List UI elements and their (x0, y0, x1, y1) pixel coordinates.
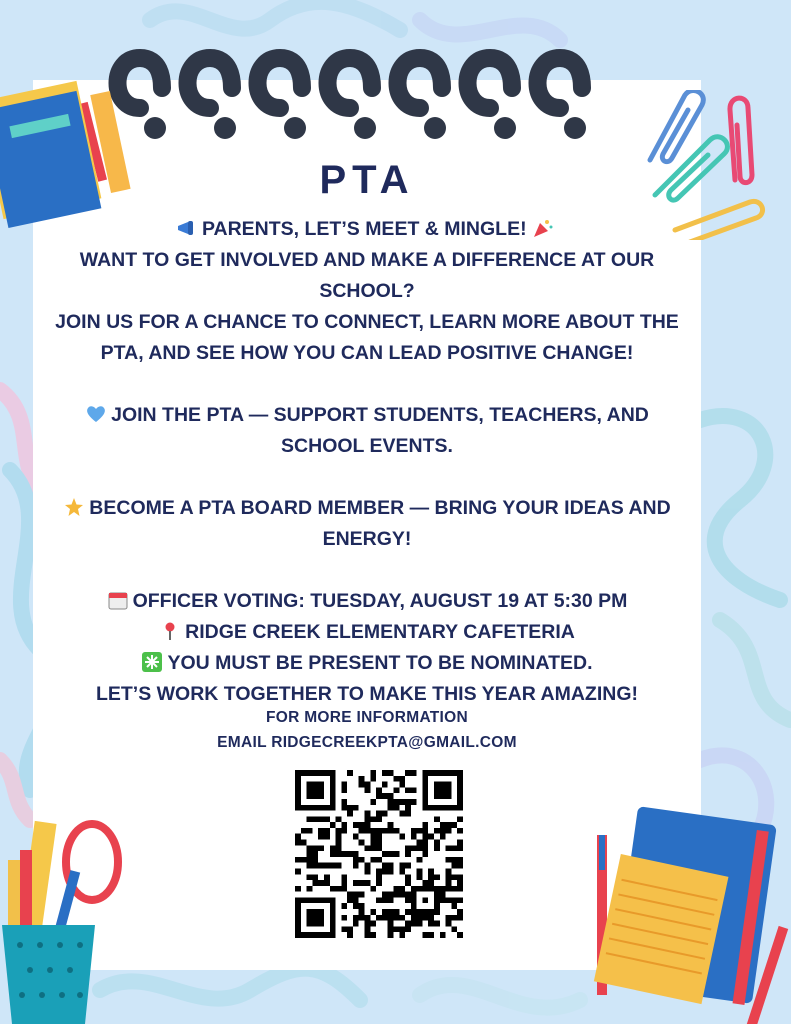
location-line: RIDGE CREEK ELEMENTARY CAFETERIA (52, 617, 682, 648)
intro-line-2: WANT TO GET INVOLVED AND MAKE A DIFFERENCE AT OUR SCHOOL? (79, 249, 655, 302)
contact-heading: FOR MORE INFORMATION (265, 709, 469, 726)
present-line: YOU MUST BE PRESENT TO BE NOMINATED. (52, 648, 682, 679)
flyer-body (52, 214, 682, 710)
notebook-illustration (585, 805, 791, 1024)
voting-line: OFFICER VOTING: TUESDAY, AUGUST 19 AT 5:30 PM (52, 586, 682, 617)
board-line: BECOME A PTA BOARD MEMBER — BRING YOUR IDEAS AND ENERGY! (52, 493, 682, 555)
party-popper-icon (532, 218, 554, 238)
closing-line: LET’S WORK TOGETHER TO MAKE THIS YEAR AMAZING! (95, 683, 639, 705)
megaphone-icon (176, 218, 198, 238)
contact-info (33, 705, 701, 755)
sparkle-icon (141, 652, 163, 672)
map-pin-icon (159, 621, 181, 641)
books-illustration (0, 80, 145, 230)
glowing-star-icon (63, 497, 85, 517)
join-line: JOIN THE PTA — SUPPORT STUDENTS, TEACHERS, AND SCHOOL EVENTS. (52, 400, 682, 462)
intro-line-1: PARENTS, LET’S MEET & MINGLE! (52, 214, 682, 245)
page-title: PTA (319, 158, 415, 202)
pencil-cup-illustration (0, 810, 130, 1024)
binder-rings (100, 38, 620, 148)
intro-line-3: JOIN US FOR A CHANCE TO CONNECT, LEARN MORE ABOUT THE PTA, AND SEE HOW YOU CAN LEAD POSITIVE CHANGE! (55, 311, 679, 364)
blue-heart-icon (85, 404, 107, 424)
qr-code[interactable] (295, 770, 463, 938)
contact-email[interactable]: EMAIL RIDGECREEKPTA@GMAIL.COM (217, 734, 517, 751)
calendar-icon (107, 590, 129, 610)
